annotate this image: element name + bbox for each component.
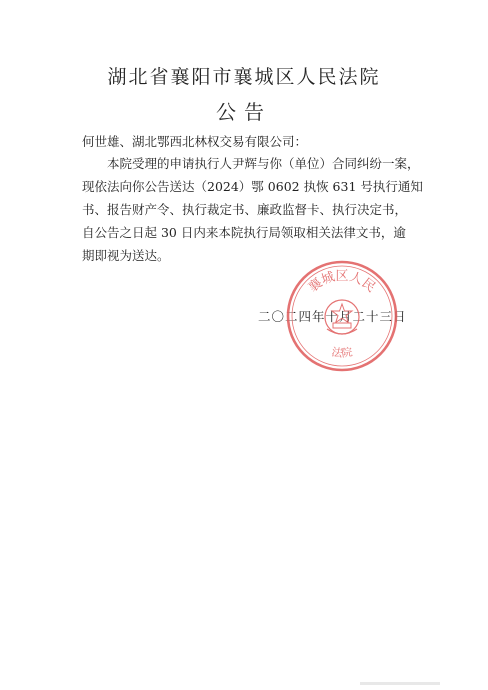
body-line: 现依法向你公告送达（2024）鄂 0602 执恢 631 号执行通知	[82, 179, 423, 194]
notice-date: 二〇二四年十月二十三日	[258, 309, 407, 324]
scan-edge-mark	[360, 682, 440, 685]
body-line: 本院受理的申请执行人尹辉与你（单位）合同纠纷一案，	[107, 156, 420, 171]
addressee: 何世雄、湖北鄂西北林权交易有限公司：	[82, 134, 308, 149]
seal-text-top: 襄城区人民	[305, 269, 379, 296]
body-line: 书、报告财产令、执行裁定书、廉政监督卡、执行决定书，	[82, 202, 408, 217]
body-line: 自公告之日起 30 日内来本院执行局领取相关法律文书，逾	[82, 225, 406, 240]
seal-text-bottom: 法院	[330, 345, 354, 360]
notice-title: 公告	[216, 100, 272, 124]
body-line: 期即视为送达。	[82, 248, 170, 263]
court-name: 湖北省襄阳市襄城区人民法院	[107, 66, 381, 88]
national-emblem-icon	[325, 300, 359, 334]
court-seal-stamp	[283, 257, 401, 375]
notice-body	[82, 152, 423, 267]
